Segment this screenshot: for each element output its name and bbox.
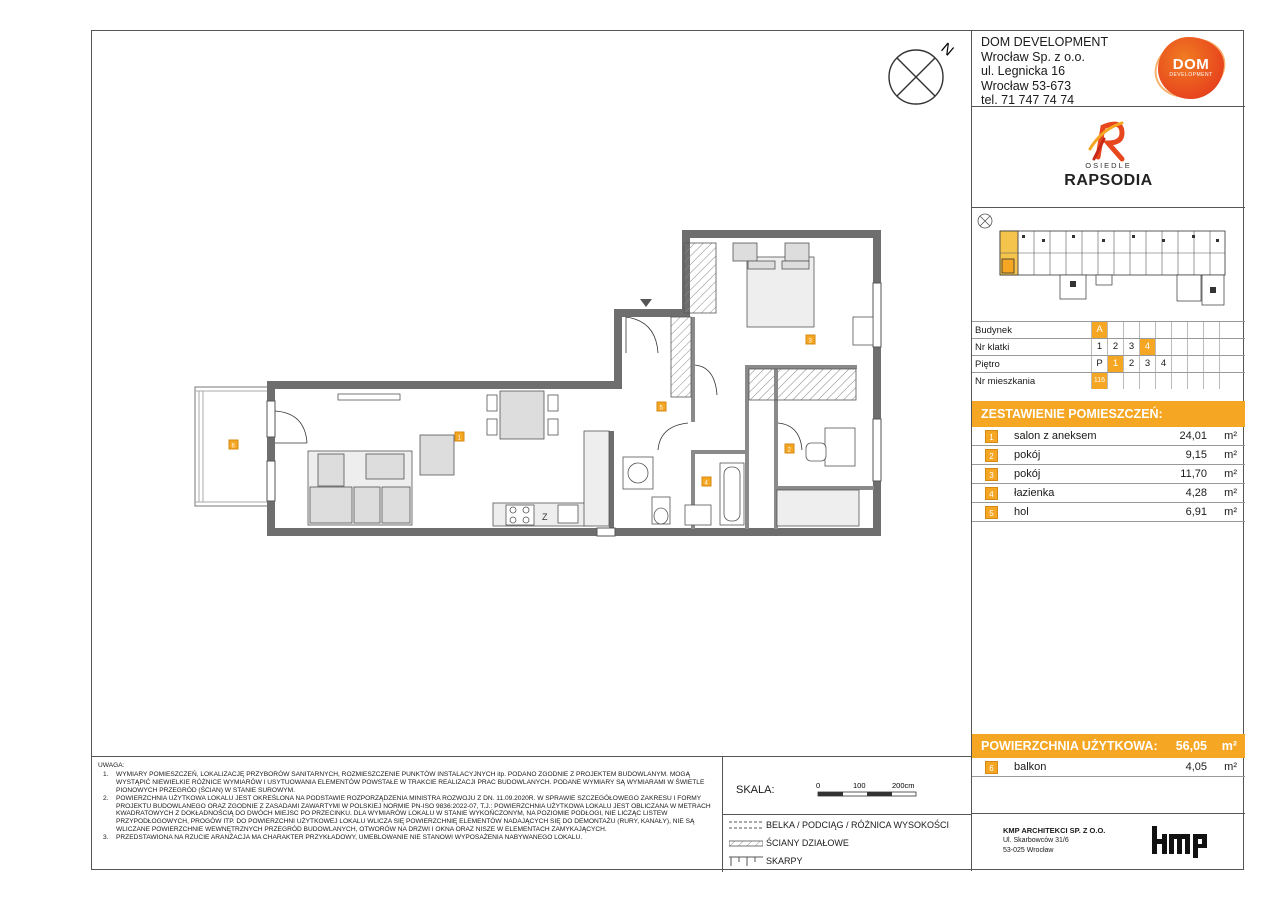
info-row-pietro [972, 355, 1245, 372]
room-number: 3 [985, 468, 998, 481]
note-number: 3. [103, 834, 109, 842]
room-number: 2 [985, 449, 998, 462]
legend-label: ŚCIANY DZIAŁOWE [766, 838, 849, 848]
room-unit: m² [1224, 506, 1237, 518]
scale [723, 757, 971, 815]
note-number: 1. [103, 770, 109, 778]
balcony-name: balkon [1014, 761, 1047, 773]
company-line: Wrocław 53-673 [981, 78, 1072, 93]
room-number: 1 [985, 430, 998, 443]
logo-text: DOM [1172, 56, 1210, 73]
scale-tick-0: 0 [816, 781, 821, 790]
rapsodia-r-icon [972, 109, 1245, 169]
info-row-label: Piętro [975, 359, 1000, 370]
note-text: PRZEDSTAWIONA NA RZUCIE ARANŻACJA MA CHARAKTER PRZYKŁADOWY, UMEBLOWANIE NIE STANOWI WYPOSAŻENIA NABYWANEGO LOKALU. [116, 834, 583, 842]
estate-logo [972, 109, 1245, 209]
architect-address: Ul. Skarbowców 31/6 [1003, 837, 1069, 844]
plan-label-6: 6 [231, 443, 235, 450]
plan-label-2: 2 [787, 447, 791, 454]
balcony-area: 4,05 [1185, 761, 1207, 773]
partition-wall-icon [729, 838, 763, 850]
room-row [972, 446, 1245, 465]
floor-cell: 4 [1155, 356, 1171, 372]
footer-area [92, 756, 971, 871]
scale-bar [723, 757, 971, 815]
info-row-label: Budynek [975, 325, 1012, 336]
floor-cell: 2 [1123, 356, 1139, 372]
info-panel [971, 31, 1244, 871]
scale-tick-2: 200cm [892, 781, 915, 790]
usable-area-value: 56,05 [1175, 739, 1207, 753]
plan-label-1: 1 [457, 435, 461, 442]
estate-name: RAPSODIA [1064, 172, 1153, 189]
room-unit: m² [1224, 468, 1237, 480]
architect-name: KMP ARCHITEKCI SP. Z O.O. [1003, 826, 1106, 835]
apartment-number: 116 [1091, 373, 1107, 389]
room-unit: m² [1224, 430, 1237, 442]
notes [92, 757, 723, 872]
note-text: POWIERZCHNIA UŻYTKOWA LOKALU JEST OKREŚLONA NA PODSTAWIE ROZPORZĄDZENIA MINISTRA ROZWOJU Z DN. 11.09.2020R. W SPRAWIE SZCZEGÓŁOWEGO ZAKRESU I FORMY PROJEKTU BUDOWLANEGO ORAZ ZGODNIE Z ZASADAMI ZAWARTYMI W POLSKIEJ NORMIE PN-ISO 9836:2022-07, T.J.: POWIERZCHNIA UŻYTKOWA LOKALU JEST OBLICZANA W METRACH KWADRATOWYCH Z DOKŁADNOŚCIĄ DO DWÓCH MIEJSC PO PRZECINKU. DLA WYMIARÓW LOKALU W STANIE WYKOŃCZONYM, NA POZIOMIE PODŁOGI, NIE LICZĄC LISTEW PRZYPODŁOGOWYCH, PROGÓW ITP. DO POWIERZCHNI UŻYTKOWEJ LOKALU WLICZA SIĘ POWIERZCHNIĘ ELEMENTÓW NADAJĄCYCH SIĘ DO DEMONTAŻU (RURY, KANAŁY), NIE SĄ WLICZANE POWIERZCHNIE WEWNĘTRZNYCH PRZEGRÓD BUDOWLANYCH, OTWORÓW NA DRZWI I OKNA ORAZ NISZE W ELEMENTACH ZAMYKAJĄCYCH. [116, 794, 711, 834]
room-name: łazienka [1014, 487, 1055, 499]
room-row [972, 427, 1245, 446]
building-cell: A [1091, 322, 1107, 338]
note-item [98, 795, 716, 835]
floor-cell: 1 [1107, 356, 1123, 372]
floor-cell: 3 [1139, 356, 1155, 372]
slope-icon [729, 856, 763, 868]
company-line: Wrocław Sp. z o.o. [981, 49, 1085, 64]
rooms-header: ZESTAWIENIE POMIESZCZEŃ: [972, 401, 1245, 427]
plan-label-3: 3 [808, 338, 812, 345]
note-item [98, 771, 716, 795]
company-line: tel. 71 747 74 74 [981, 93, 1075, 107]
company-line: ul. Legnicka 16 [981, 64, 1066, 78]
usable-area-bar [972, 734, 1245, 758]
room-row [972, 503, 1245, 522]
room-name: salon z aneksem [1014, 430, 1097, 442]
logo-subtext: DEVELOPMENT [1169, 72, 1213, 78]
north-label: N [937, 39, 957, 60]
room-unit: m² [1224, 449, 1237, 461]
info-row-label: Nr mieszkania [975, 376, 1036, 387]
balcony-number: 6 [985, 761, 998, 774]
scale-label: SKALA: [736, 784, 775, 796]
room-name: hol [1014, 506, 1029, 518]
room-area: 4,28 [1185, 487, 1207, 499]
kmp-logo-icon [1152, 826, 1208, 858]
plan-label-5: 5 [659, 405, 663, 412]
building-key-plan [972, 209, 1245, 321]
plan-label-4: 4 [704, 480, 708, 487]
scale-tick-1: 100 [853, 781, 866, 790]
room-row [972, 465, 1245, 484]
company-line: DOM DEVELOPMENT [981, 35, 1109, 49]
staircase-cell: 2 [1107, 339, 1123, 355]
staircase-cell: 4 [1139, 339, 1155, 355]
usable-area-unit: m² [1221, 739, 1237, 753]
note-number: 2. [103, 794, 109, 802]
balcony-unit: m² [1224, 761, 1237, 773]
legend-item-walls [723, 835, 971, 853]
note-item [98, 834, 716, 842]
legend-item-slopes [723, 853, 971, 871]
legend-label: SKARPY [766, 856, 803, 866]
floor-cell: P [1091, 356, 1107, 372]
room-number: 5 [985, 506, 998, 519]
info-row-label: Nr klatki [975, 342, 1010, 353]
estate-prefix: OSIEDLE [1085, 161, 1132, 170]
room-area: 9,15 [1185, 449, 1207, 461]
info-row-budynek [972, 321, 1245, 338]
staircase-cell: 1 [1091, 339, 1107, 355]
floor-plan [92, 31, 971, 756]
room-name: pokój [1014, 449, 1041, 461]
architect-address: 53-025 Wrocław [1003, 847, 1054, 854]
floor-plan-drawing [92, 31, 971, 756]
legend [723, 815, 971, 872]
company-info [981, 35, 1108, 108]
room-number: 4 [985, 487, 998, 500]
room-name: pokój [1014, 468, 1041, 480]
room-area: 24,01 [1179, 430, 1207, 442]
key-plan [972, 209, 1245, 319]
drawing-sheet [91, 30, 1244, 870]
legend-item-beam [723, 817, 971, 835]
north-arrow-icon [889, 40, 957, 104]
legend-label: BELKA / PODCIĄG / RÓŻNICA WYSOKOŚCI [766, 820, 950, 830]
stove-label: Z [542, 512, 548, 522]
info-row-mieszkanie [972, 372, 1245, 389]
info-row-klatka [972, 338, 1245, 355]
note-text: WYMIARY POMIESZCZEŃ, LOKALIZACJĘ PRZYBORÓW SANITARNYCH, ROZMIESZCZENIE PUNKTÓW INSTALACYJNYCH itp. PODANO ZGODNIE Z PROJEKTEM BUDOWLANYM. MOGĄ WYSTĄPIĆ NIEWIELKIE RÓŻNICE WYMIARÓW I USYTUOWANIA ELEMENTÓW POWSTAŁE W TRAKCIE REALIZACJI PRAC BUDOWLANYCH. PODANE WYMIARY SĄ WYMIARAMI W ŚWIETLE PIONOWYCH PRZEGRÓD (ŚCIAN) W STANIE SUROWYM. [116, 770, 705, 794]
architect-info [1003, 826, 1105, 856]
beam-line-icon [729, 820, 763, 832]
room-area: 11,70 [1180, 468, 1207, 480]
dom-development-logo [1158, 37, 1224, 99]
room-row [972, 484, 1245, 503]
room-unit: m² [1224, 487, 1237, 499]
balcony-row [972, 758, 1245, 777]
room-area: 6,91 [1185, 506, 1207, 518]
notes-title: UWAGA: [98, 762, 125, 769]
usable-area-label: POWIERZCHNIA UŻYTKOWA: [981, 739, 1158, 753]
staircase-cell: 3 [1123, 339, 1139, 355]
